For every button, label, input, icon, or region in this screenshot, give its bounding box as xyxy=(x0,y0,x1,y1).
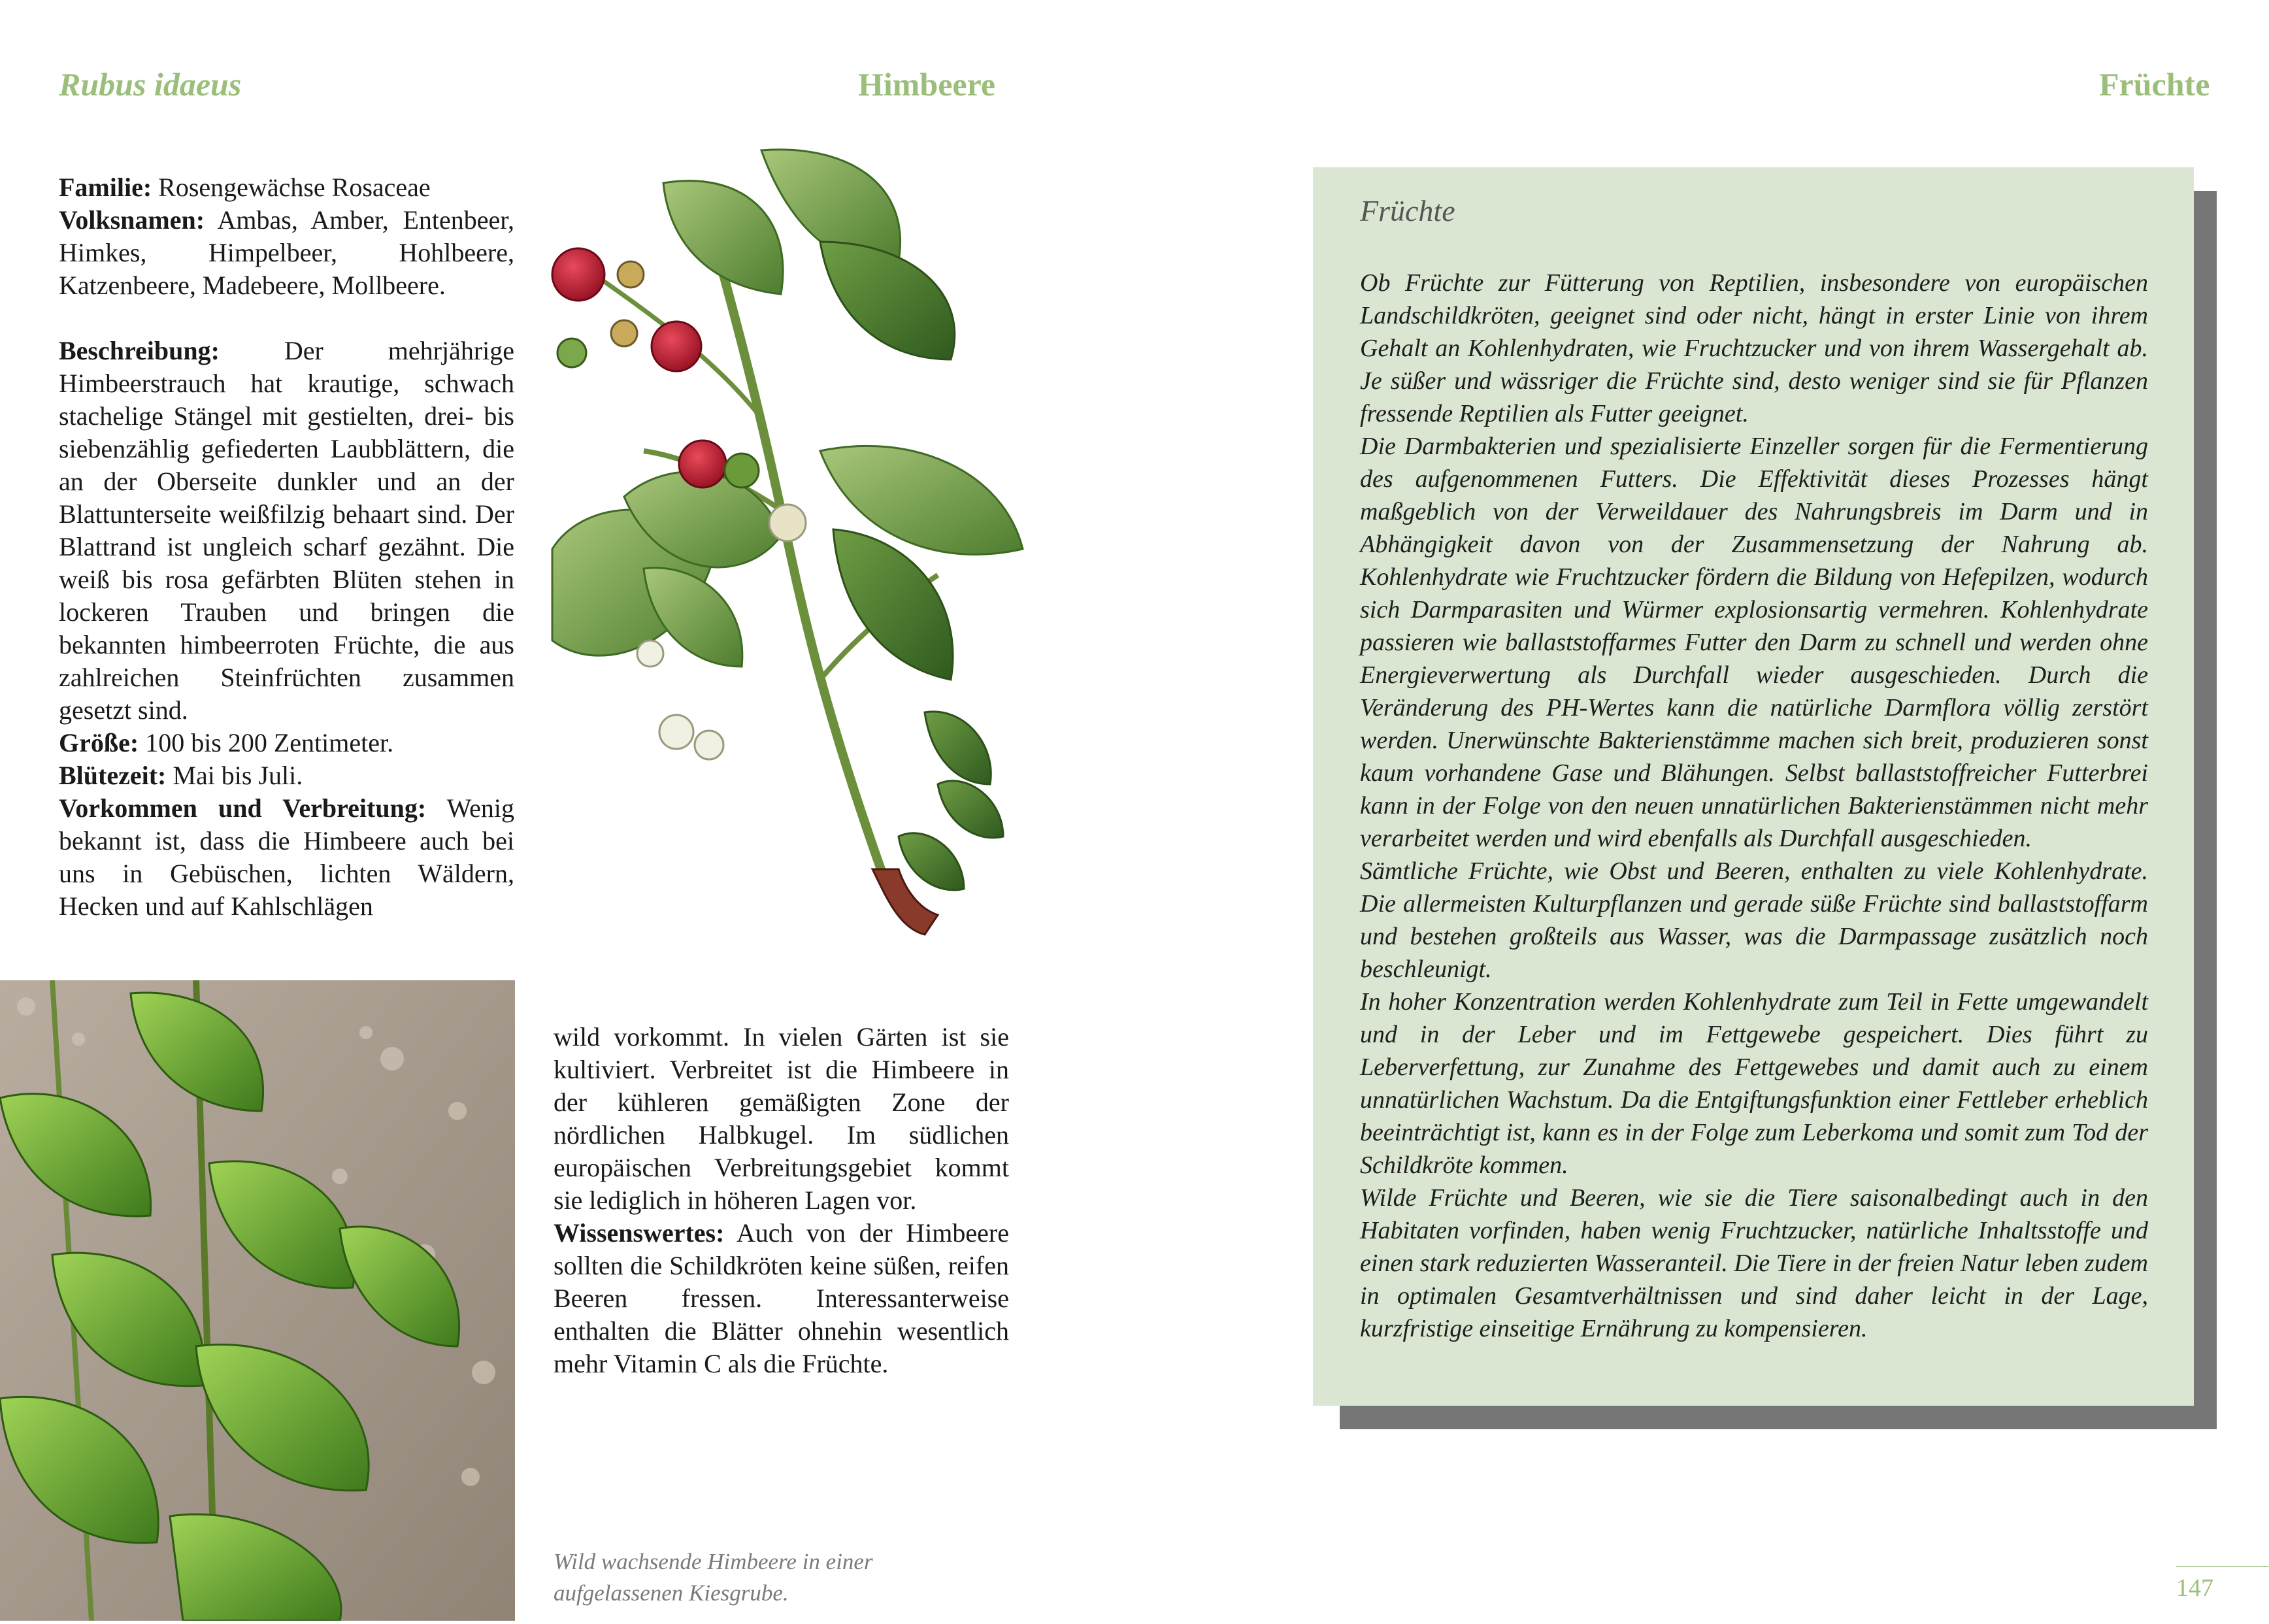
volksnamen-line xyxy=(59,204,514,302)
familie-value: Rosengewächse Rosaceae xyxy=(152,173,431,202)
info-paragraph: Wilde Früchte und Beeren, wie sie die Tiere saisonalbedingt auch in den Habitaten vorfinden, haben wenig Fruchtzucker, natürliche Inhaltsstoffe und einen stark reduzierten Wasseranteil. Die Tiere in der freien Natur leben zudem in optimalen Gesamtverhältnissen und sind daher leicht in der Lage, kurzfristige einseitige Ernährung zu kompensieren. xyxy=(1360,1184,2148,1342)
section-title: Früchte xyxy=(2099,66,2210,103)
species-latin-name: Rubus idaeus xyxy=(59,66,242,103)
vorkommen-continued: wild vorkommt. In vielen Gärten ist sie kultiviert. Verbreitet ist die Himbeere in der kühleren gemäßigten Zone der nördlichen Halbkugel. Im südlichen europäischen Verbreitungsgebiet kommt sie lediglich in höheren Lagen vor. xyxy=(554,1022,1009,1215)
wissenswertes-label: Wissenswertes: xyxy=(554,1218,725,1248)
species-profile-text xyxy=(59,171,514,923)
groesse-line xyxy=(59,727,514,759)
vorkommen-line xyxy=(59,792,514,923)
beschreibung-label: Beschreibung: xyxy=(59,336,220,365)
info-paragraph: Sämtliche Früchte, wie Obst und Beeren, enthalten zu viele Kohlenhydrate. Die allermeisten Kulturpflanzen und gerade süße Früchte sind ballaststoffarm und bestehen großteils aus Wasser, was die Darmpassage zusätzlich noch beschleunigt. xyxy=(1360,857,2148,983)
info-box-title: Früchte xyxy=(1360,194,1455,227)
species-profile-continued xyxy=(554,1021,1009,1380)
familie-label: Familie: xyxy=(59,173,152,202)
groesse-value: 100 bis 200 Zentimeter. xyxy=(139,728,394,757)
beschreibung-line xyxy=(59,335,514,727)
page-number: 147 xyxy=(2176,1574,2213,1602)
wissenswertes-line xyxy=(554,1217,1009,1380)
bluetezeit-line xyxy=(59,759,514,792)
species-common-name: Himbeere xyxy=(858,66,996,103)
bluetezeit-label: Blütezeit: xyxy=(59,761,167,790)
photo-caption: Wild wachsende Himbeere in einer aufgelassenen Kiesgrube. xyxy=(554,1549,873,1606)
wissenswertes-value: Auch von der Himbeere sollten die Schildkröten keine süßen, reifen Beeren fressen. Interessanterweise enthalten die Blätter ohnehin wesentlich mehr Vitamin C als die Früchte. xyxy=(554,1218,1009,1378)
info-box-text xyxy=(1360,267,2148,1345)
raspberry-botanical-illustration xyxy=(546,144,1042,948)
volksnamen-value: Ambas, Amber, Entenbeer, Himkes, Himpelbeer, Hohlbeere, Katzenbeere, Madebeere, Mollbeere. xyxy=(59,205,514,300)
familie-line xyxy=(59,171,514,204)
info-paragraph: Die Darmbakterien und spezialisierte Einzeller sorgen für die Fermentierung des aufgenommenen Futters. Die Effektivität dieses Prozesses hängt maßgeblich von der Verweildauer des Nahrungsbreis im Darm und in Abhängigkeit davon von der Zusammensetzung der Nahrung ab. Kohlenhydrate wie Fruchtzucker fördern die Bildung von Hefepilzen, wodurch sich Darmparasiten und Würmer explosionsartig vermehren. Kohlenhydrate passieren wie ballaststoffarmes Futter den Darm zu schnell und werden ohne Energieverwertung als Durchfall wieder ausgeschieden. Durch die Veränderung des PH-Wertes kann die natürliche Darmflora völlig zerstört werden. Unerwünschte Bakterienstämme machen sich breit, produzieren sonst kaum vorhandene Gase und Blähungen. Selbst ballaststoffreicher Futterbrei kann in der Folge von den neuen unnatürlichen Bakterienstämmen nicht mehr verarbeitet werden und wird ebenfalls als Durchfall ausgeschieden. xyxy=(1360,433,2148,852)
info-paragraph: In hoher Konzentration werden Kohlenhydrate zum Teil in Fette umgewandelt und in der Leber und im Fettgewebe gespeichert. Dies führt zu Leberverfettung, zur Zunahme des Fettgewebes und damit auch zu einem unnatürlichen Wachstum. Da die Entgiftungsfunktion einer Fettleber erheblich beeinträchtigt ist, kann es in der Folge zum Leberkoma und somit zum Tod der Schildkröte kommen. xyxy=(1360,988,2148,1179)
bluetezeit-value: Mai bis Juli. xyxy=(166,761,303,790)
wild-raspberry-photo xyxy=(0,980,515,1621)
info-box xyxy=(1313,167,2194,1406)
vorkommen-value-1: Wenig bekannt ist, dass die Himbeere auch bei uns in Gebüschen, lichten Wäldern, Hecken und auf Kahlschlägen xyxy=(59,793,514,921)
groesse-label: Größe: xyxy=(59,728,139,757)
page-number-rule xyxy=(2176,1566,2269,1567)
info-paragraph: Ob Früchte zur Fütterung von Reptilien, insbesondere von europäischen Landschildkröten, geeignet sind oder nicht, hängt in erster Linie von ihrem Gehalt an Kohlenhydraten, wie Fruchtzucker und von ihrem Wassergehalt ab. Je süßer und wässriger die Früchte sind, desto weniger sind sie für Pflanzen fressende Reptilien als Futter geeignet. xyxy=(1360,269,2148,427)
vorkommen-label: Vorkommen und Verbreitung: xyxy=(59,793,427,823)
volksnamen-label: Volksnamen: xyxy=(59,205,205,235)
beschreibung-value: Der mehrjährige Himbeerstrauch hat krautige, schwach stachelige Stängel mit gestielten, drei- bis siebenzählig gefiederten Laubblättern, die an der Oberseite dunkler und an der Blattunterseite weißfilzig behaart sind. Der Blattrand ist ungleich scharf gezähnt. Die weiß bis rosa gefärbten Blüten stehen in lockeren Trauben und bringen die bekannten himbeerroten Früchte, die aus zahlreichen Steinfrüchten zusammen gesetzt sind. xyxy=(59,336,514,725)
